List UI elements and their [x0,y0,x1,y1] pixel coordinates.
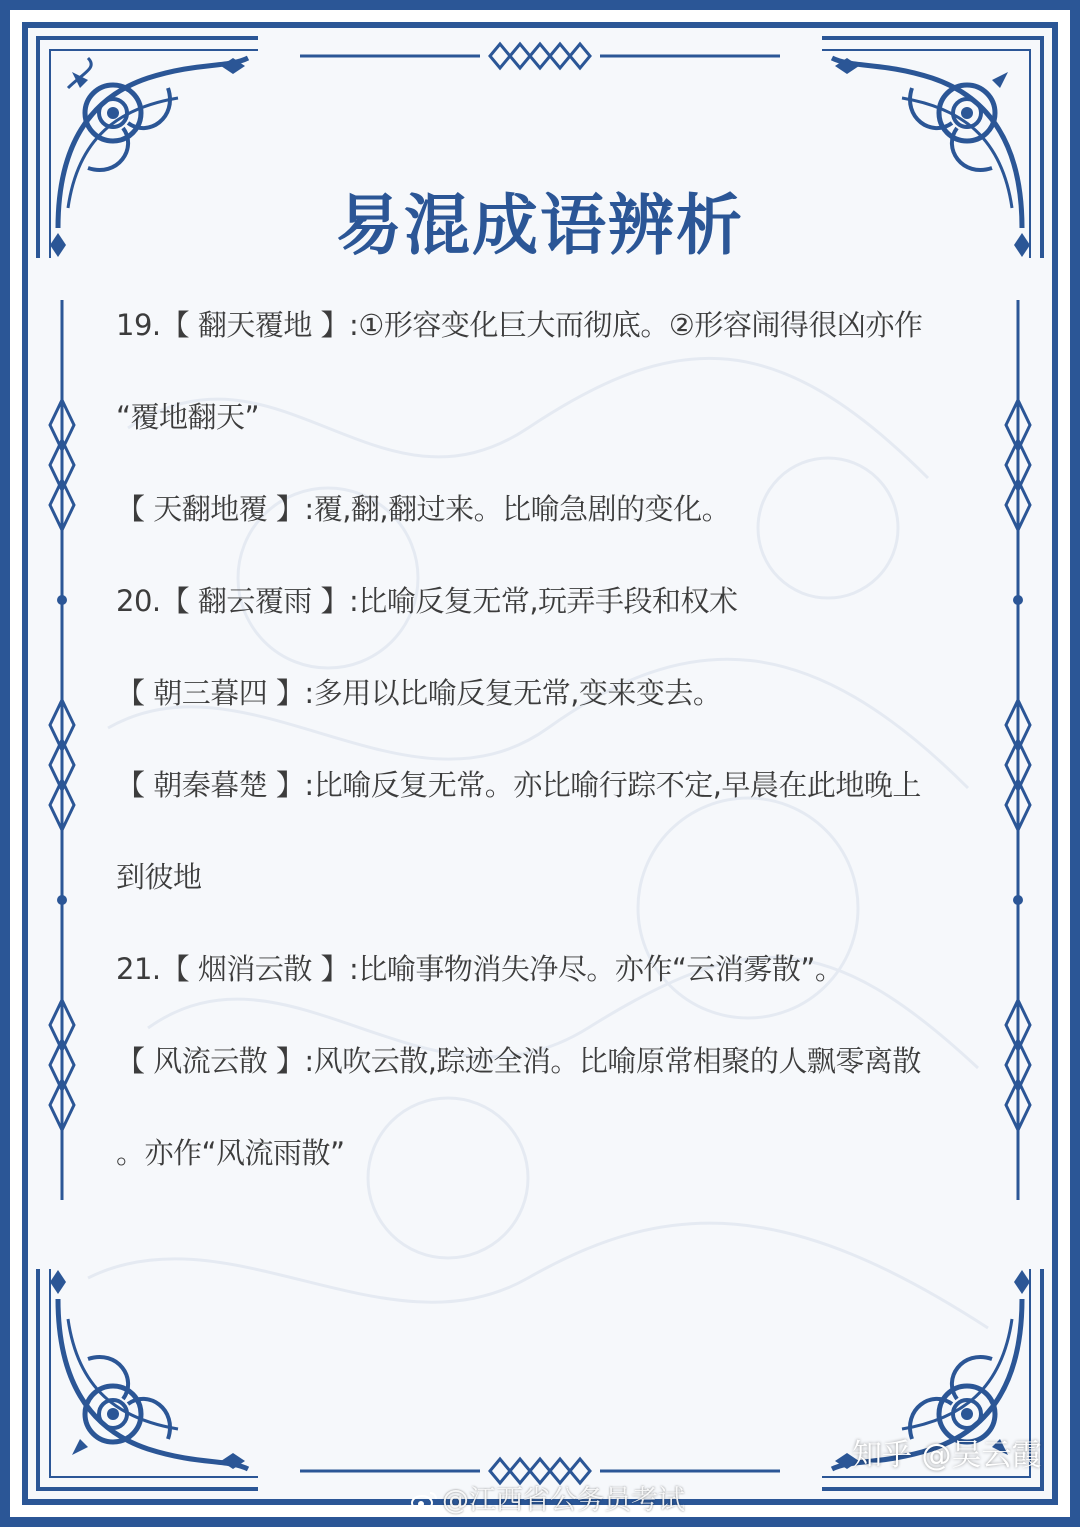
text-line: 19.【 翻天覆地 】:①形容变化巨大而彻底。②形容闹得很凶亦作 [116,308,923,342]
weibo-icon [410,1490,438,1512]
corner-ornament-icon [28,1259,268,1499]
weibo-watermark: @江西省公务员考试 [442,1485,685,1516]
weibo-watermark-container [410,1478,685,1517]
text-line: 【 朝秦暮楚 】:比喻反复无常。亦比喻行踪不定,早晨在此地晚上 [116,768,921,802]
text-line: 【 朝三暮四 】:多用以比喻反复无常,变来变去。 [116,676,722,710]
idiom-list [116,300,956,1220]
top-ornament-icon [300,36,780,76]
text-line: “覆地翻天” [116,400,260,434]
side-ornament-icon [44,300,80,1200]
text-line: 到彼地 [116,860,202,894]
text-line: 【 风流云散 】:风吹云散,踪迹全消。比喻原常相聚的人飘零离散 [116,1044,921,1078]
text-line: 20.【 翻云覆雨 】:比喻反复无常,玩弄手段和权术 [116,584,738,618]
text-line: 【 天翻地覆 】:覆,翻,翻过来。比喻急剧的变化。 [116,492,731,526]
page-title: 易混成语辨析 [336,187,744,264]
side-ornament-icon [1000,300,1036,1200]
text-line: 21.【 烟消云散 】:比喻事物消失净尽。亦作“云消雾散”。 [116,952,844,986]
zhihu-watermark: 知乎 @吴云霞 [852,1438,1042,1473]
text-line: 。亦作“风流雨散” [116,1136,345,1170]
